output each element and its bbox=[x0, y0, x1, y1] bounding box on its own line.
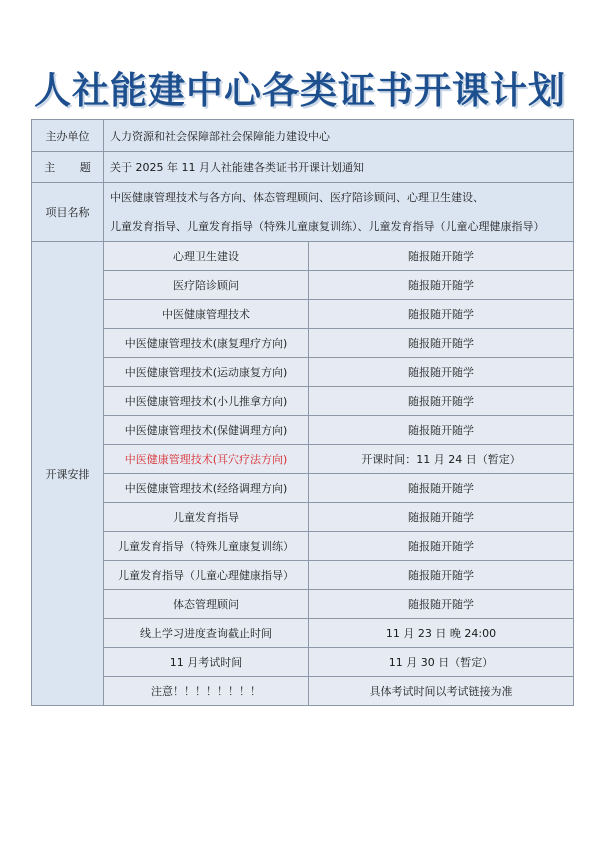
course-time: 随报随开随学 bbox=[309, 300, 574, 329]
table-row bbox=[32, 503, 574, 532]
theme-value: 关于 2025 年 11 月人社能建各类证书开课计划通知 bbox=[104, 152, 574, 183]
table-row bbox=[32, 242, 574, 271]
project-line-2: 儿童发育指导、儿童发育指导（特殊儿童康复训练）、儿童发育指导（儿童心理健康指导） bbox=[110, 220, 545, 233]
course-time: 随报随开随学 bbox=[309, 271, 574, 300]
project-value bbox=[104, 183, 574, 242]
course-time: 11 月 23 日 晚 24:00 bbox=[309, 619, 574, 648]
table-row bbox=[32, 300, 574, 329]
course-time: 随报随开随学 bbox=[309, 329, 574, 358]
project-label: 项目名称 bbox=[32, 183, 104, 242]
course-time: 随报随开随学 bbox=[309, 590, 574, 619]
course-time: 随报随开随学 bbox=[309, 474, 574, 503]
course-name: 心理卫生建设 bbox=[104, 242, 309, 271]
course-time: 随报随开随学 bbox=[309, 503, 574, 532]
theme-label: 主 题 bbox=[32, 152, 104, 183]
course-name-highlighted: 中医健康管理技术(耳穴疗法方向) bbox=[104, 445, 309, 474]
course-name: 注意！！！！！！！！ bbox=[104, 677, 309, 706]
course-time: 随报随开随学 bbox=[309, 242, 574, 271]
organizer-row bbox=[32, 120, 574, 152]
table-row bbox=[32, 271, 574, 300]
course-name: 医疗陪诊顾问 bbox=[104, 271, 309, 300]
course-time: 随报随开随学 bbox=[309, 416, 574, 445]
course-plan-table bbox=[31, 119, 573, 706]
table-row bbox=[32, 677, 574, 706]
course-name: 儿童发育指导（特殊儿童康复训练） bbox=[104, 532, 309, 561]
course-name: 中医健康管理技术(经络调理方向) bbox=[104, 474, 309, 503]
course-name: 中医健康管理技术(运动康复方向) bbox=[104, 358, 309, 387]
schedule-label: 开课安排 bbox=[32, 242, 104, 706]
course-time: 具体考试时间以考试链接为准 bbox=[309, 677, 574, 706]
course-time: 开课时间：11 月 24 日（暂定） bbox=[309, 445, 574, 474]
course-name: 中医健康管理技术(小儿推拿方向) bbox=[104, 387, 309, 416]
table-row bbox=[32, 532, 574, 561]
table-row bbox=[32, 329, 574, 358]
course-name: 中医健康管理技术(康复理疗方向) bbox=[104, 329, 309, 358]
course-name: 儿童发育指导（儿童心理健康指导） bbox=[104, 561, 309, 590]
course-name: 中医健康管理技术(保健调理方向) bbox=[104, 416, 309, 445]
course-name: 线上学习进度查询截止时间 bbox=[104, 619, 309, 648]
table-row bbox=[32, 358, 574, 387]
table-row-highlighted bbox=[32, 445, 574, 474]
table-row bbox=[32, 561, 574, 590]
course-name: 体态管理顾问 bbox=[104, 590, 309, 619]
table-row bbox=[32, 648, 574, 677]
table-row bbox=[32, 474, 574, 503]
course-time: 随报随开随学 bbox=[309, 561, 574, 590]
organizer-label: 主办单位 bbox=[32, 120, 104, 152]
page-title: 人社能建中心各类证书开课计划 bbox=[34, 69, 566, 112]
course-time: 随报随开随学 bbox=[309, 532, 574, 561]
course-name: 中医健康管理技术 bbox=[104, 300, 309, 329]
course-time: 11 月 30 日（暂定） bbox=[309, 648, 574, 677]
course-name: 11 月考试时间 bbox=[104, 648, 309, 677]
table-row bbox=[32, 619, 574, 648]
project-row bbox=[32, 183, 574, 242]
table-row bbox=[32, 590, 574, 619]
course-time: 随报随开随学 bbox=[309, 387, 574, 416]
course-name: 儿童发育指导 bbox=[104, 503, 309, 532]
organizer-value: 人力资源和社会保障部社会保障能力建设中心 bbox=[104, 120, 574, 152]
project-line-1: 中医健康管理技术与各方向、体态管理顾问、医疗陪诊顾问、心理卫生建设、 bbox=[110, 191, 484, 204]
theme-row bbox=[32, 152, 574, 183]
table-row bbox=[32, 387, 574, 416]
table-row bbox=[32, 416, 574, 445]
course-time: 随报随开随学 bbox=[309, 358, 574, 387]
